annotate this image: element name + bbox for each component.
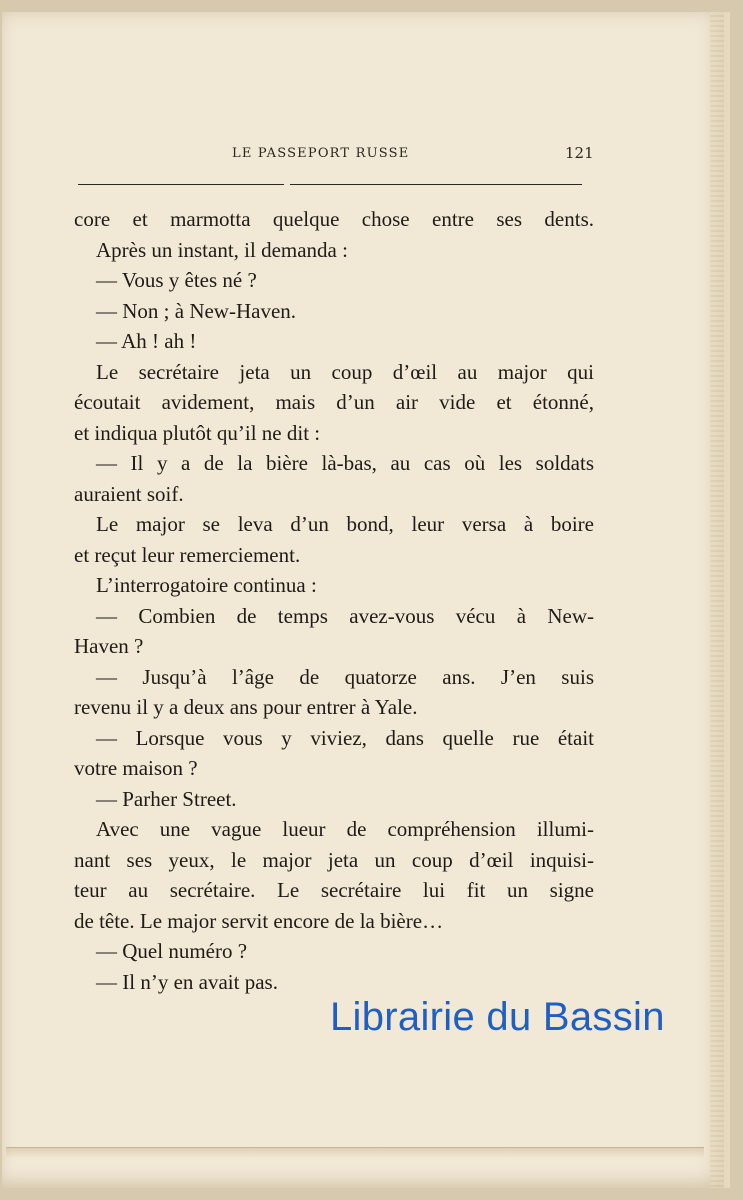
text-line: revenu il y a deux ans pour entrer à Yale. <box>74 695 418 719</box>
text-line: — Quel numéro ? <box>96 939 248 963</box>
page-number: 121 <box>565 144 594 162</box>
text-line: — Jusqu’à l’âge de quatorze ans. J’en suis <box>96 664 594 689</box>
text-line: écoutait avidement, mais d’un air vide et étonné, <box>74 390 594 414</box>
running-title: LE PASSEPORT RUSSE <box>232 146 410 161</box>
text-line: nant ses yeux, le major jeta un coup d’œil inquisi- <box>74 847 594 872</box>
text-line: Haven ? <box>74 634 144 658</box>
text-line: teur au secrétaire. Le secrétaire lui fit un signe <box>74 878 594 902</box>
text-line: — Combien de temps avez-vous vécu à New- <box>96 603 594 628</box>
text-line: et reçut leur remerciement. <box>74 542 301 567</box>
text-line: Après un instant, il demanda : <box>96 237 348 262</box>
text-line: auraient soif. <box>74 481 184 506</box>
text-line: — Vous y êtes né ? <box>96 268 257 292</box>
watermark-text: Librairie du Bassin <box>330 995 665 1039</box>
text-line: core et marmotta quelque chose entre ses dents. <box>74 207 594 231</box>
header-rule-right <box>290 184 582 185</box>
text-line: — Ah ! ah ! <box>96 329 197 353</box>
text-line: Avec une vague lueur de compréhension illumi- <box>96 817 594 841</box>
page-edge <box>710 12 724 1188</box>
text-line: Le secrétaire jeta un coup d’œil au major qui <box>96 359 594 384</box>
page-bottom-shadow <box>6 1147 704 1158</box>
text-line: L’interrogatoire continua : <box>96 573 317 597</box>
text-line: Le major se leva d’un bond, leur versa à boire <box>96 512 594 536</box>
text-line: — Il n’y en avait pas. <box>96 969 278 994</box>
text-line: et indiqua plutôt qu’il ne dit : <box>74 420 321 445</box>
text-line: — Non ; à New-Haven. <box>96 298 297 323</box>
text-line: — Lorsque vous y viviez, dans quelle rue était <box>96 725 594 750</box>
header-rule-left <box>78 184 284 185</box>
text-line: de tête. Le major servit encore de la bière… <box>74 908 444 933</box>
text-line: votre maison ? <box>74 756 198 780</box>
body-text <box>74 204 594 997</box>
text-line: — Parher Street. <box>96 786 237 811</box>
text-line: — Il y a de la bière là-bas, au cas où les soldats <box>96 451 594 475</box>
